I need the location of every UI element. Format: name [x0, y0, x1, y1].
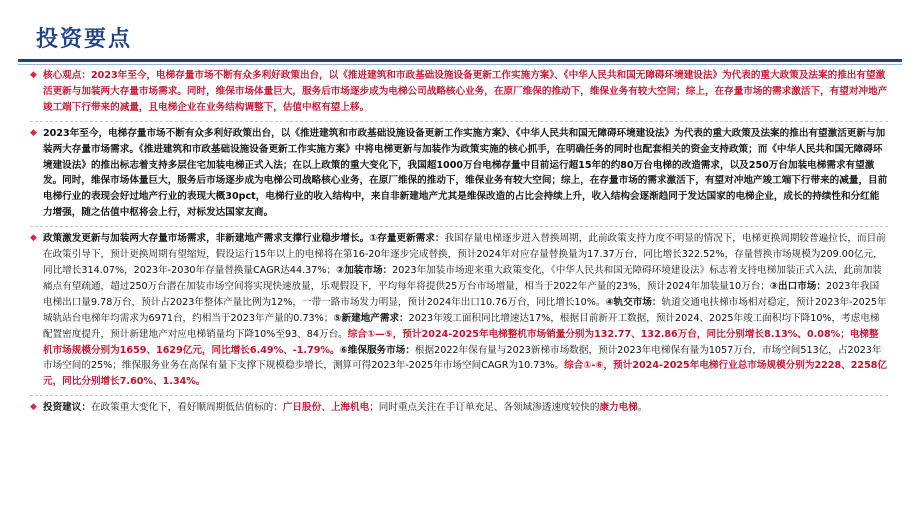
title-divider-thin — [18, 64, 902, 65]
bullet-diamond-icon: ◆ — [30, 70, 37, 80]
advice-label: 投资建议： — [43, 402, 91, 414]
installation-label: ②加装市场： — [336, 264, 393, 276]
combined-forecast-2: 综合①-⑥，预计2024-2025年电梯行业总市场规模分别为2228、2258亿元，同比分别增长7.60%、1.34%。 — [43, 360, 888, 388]
bullet-diamond-icon: ◆ — [30, 233, 37, 244]
rail-transit-text: 轨道交通电扶梯市场相对稳定，预计2023年-2025年城轨站台电梯年均需求为6971台，约相当于2023年产量的0.73%； — [43, 296, 887, 324]
maintenance-label: ⑥维保服务市场： — [339, 344, 415, 356]
new-property-label: ⑤新建地产需求： — [333, 312, 409, 324]
stock-pick-separator: 、 — [321, 402, 331, 414]
advice-text-3: 。 — [637, 402, 648, 414]
stock-update-label: ①存量更新需求： — [369, 233, 445, 245]
bullet-diamond-icon: ◆ — [30, 127, 37, 138]
title-divider — [18, 59, 902, 62]
page-title: 投资要点 — [36, 27, 133, 52]
section-divider — [30, 395, 888, 396]
section-divider — [30, 121, 888, 122]
export-label: ③出口市场： — [769, 280, 826, 292]
core-view-text: 核心观点：2023年至今，电梯存量市场不断有众多利好政策出台，以《推进建筑和市政基础设施设备更新工作实施方案》、《中华人民共和国无障碍环境建设法》为代表的重大政策及法案的推出有望激活更新与加装两大存量市场需求。同时，维保市场体量巨大，服务后市场逐步成为电梯公司战略核心业务，在原厂维保的推动下，维保业务有较大空间；综上，在存量市场的需求激活下，有望对冲地产竣工端下行带来的减量，且电梯企业在业务结构调整下，估值中枢有望上移。 — [43, 70, 888, 113]
stock-pick-2: 上海机电 — [330, 402, 370, 414]
advice-text-1: 在政策重大变化下，看好顺周期低估值标的： — [90, 402, 283, 414]
stock-pick-1: 广日股份 — [282, 402, 322, 414]
core-view-paragraph — [30, 68, 888, 116]
rail-transit-label: ④轨交市场： — [605, 296, 662, 308]
content-area — [30, 68, 888, 416]
stock-pick-3: 康力电梯 — [599, 402, 638, 414]
detail-lead: 政策激发更新与加装两大存量市场需求，非新建地产需求支撑行业稳步增长。 — [43, 233, 370, 245]
summary-text: 2023年至今，电梯存量市场不断有众多利好政策出台，以《推进建筑和市政基础设施设备更新工作实施方案》、《中华人民共和国无障碍环境建设法》为代表的重大政策及法案的推出有望激活更新与加装两大存量市场需求。《推进建筑和市政基础设施设备更新工作实施方案》中将电梯更新与加装作为政策实施的核心抓手，在明确任务的同时也配套相关的资金支持政策；而《中华人民共和国无障碍环境建设法》的推出标志着支持多层住宅加装电梯正式入法；在以上政策的重大变化下，我国超1000万台电梯存量中目前运行超15年的约80万台电梯的改造需求，以及250万台加装电梯需求有望激发。同时，维保市场体量巨大，服务后市场逐步成为电梯公司战略核心业务，在原厂维保的推动下，维保业务有较大空间；综上，在存量市场的需求激活下，有望对冲地产竣工端下行带来的减量，目前电梯行业的表现会好过地产行业的表现大概30pct，电梯行业的收入结构中，来自非新建地产尤其是维保改造的占比会持续上升，收入结构会逐渐趋同于发达国家的电梯企业，成长的持续性和分红能力增强，随之估值中枢将会上行，对标发达国家友商。 — [43, 127, 888, 219]
combined-forecast-1: 综合①—⑤，预计2024-2025年电梯整机市场销量分别为132.77、132.86万台，同比分别增长8.13%、0.08%；电梯整机市场规模分别为1659、1629亿元，同比增长6.49%、-1.79%。 — [43, 328, 879, 356]
section-divider — [30, 226, 888, 227]
installation-text: 2023年加装市场迎来重大政策变化，《中华人民共和国无障碍环境建设法》标志着支持电梯加装正式入法，此前加装痛点有望疏通，超过250万台潜在加装市场空间将实现快速放量，乐观假设下，平均每年将提供25万台市场增量，相当于2022年产量的23%，预计2024年加装量10万台； — [43, 264, 882, 292]
bullet-diamond-icon: ◆ — [30, 402, 37, 413]
detail-paragraph — [30, 231, 888, 390]
maintenance-text: 根据2022年保有量与2023新梯市场数据，预计2023年电梯保有量为1057万台，市场空间513亿，占2023年市场空间的25%；维保服务业务在高保有量下支撑下规模稳步增长，测算可得2023年-2025年市场空间CAGR为10.73%。 — [43, 344, 882, 372]
advice-paragraph — [30, 400, 888, 416]
stock-update-text: 我国存量电梯逐步进入替换周期，此前政策支持力度不明显的情况下，电梯更换周期较普遍拉长，而目前在政策引导下，预计更换周期有望缩短，假设运行15年以上的电梯将在第16-20年逐步完成替换，预计2024年对应存量替换量为17.37万台，同比增长322.52%，存量替换市场规模为209.00亿元，同比增长314.07%，2023年-2030年存量替换量CAGR达44.37%； — [43, 233, 886, 276]
summary-paragraph — [30, 126, 888, 221]
advice-text-2: ；同时重点关注在手订单充足、各领域渗透速度较快的 — [369, 402, 600, 414]
export-text: 2023年我国电梯出口量9.78万台，预计占2023年整体产量比例为12%，一带一路市场发力明显，预计2024年出口10.76万台，同比增长10%。 — [43, 280, 880, 308]
new-property-text: 2023年竣工面积同比增速达17%，根据目前新开工数据，预计2024、2025年竣工面积均下降10%，考虑电梯配置密度提升，预计新建地产对应电梯销量均下降10%至93、84万台。 — [43, 312, 880, 340]
